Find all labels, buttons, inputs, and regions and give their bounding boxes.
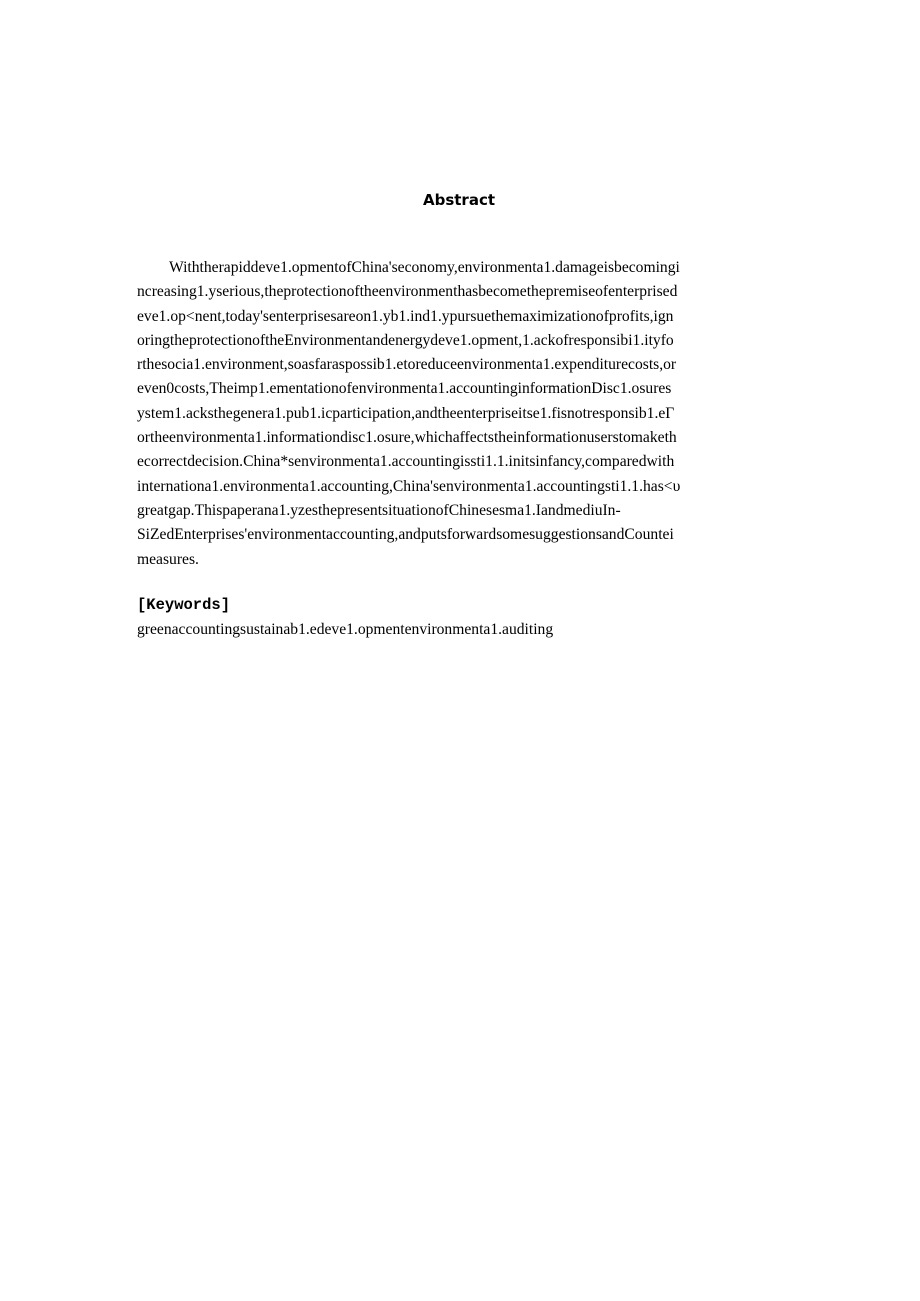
abstract-line: rthesocia1.environment,soasfaraspossib1.etoreduceenvironmenta1.expenditurecosts,or xyxy=(137,356,677,374)
abstract-line: measures. xyxy=(137,550,199,568)
abstract-line: ncreasing1.yserious,theprotectionoftheenvironmenthasbecomethepremiseofenterprised xyxy=(137,283,678,301)
abstract-line: eve1.op<nent,today'senterprisesareon1.yb1.ind1.ypursuethemaximizationofprofits,ign xyxy=(137,307,674,325)
abstract-line: Withtherapiddeve1.opmentofChina'seconomy,environmenta1.damageisbecomingi xyxy=(169,259,680,276)
abstract-line: ystem1.acksthegenera1.pub1.icparticipation,andtheenterpriseitse1.fisnotresponsib1.eΓ xyxy=(137,404,675,422)
abstract-line: oringtheprotectionoftheEnvironmentandenergydeve1.opment,1.ackofresponsibi1.ityfo xyxy=(137,331,674,349)
abstract-title: Abstract xyxy=(422,191,496,209)
abstract-line: internationa1.environmenta1.accounting,China'senvironmenta1.accountingsti1.1.has<υ xyxy=(137,477,681,495)
abstract-paragraph xyxy=(137,256,782,572)
abstract-line: ecorrectdecision.China*senvironmenta1.accountingissti1.1.initsinfancy,comparedwith xyxy=(137,453,675,471)
abstract-line: SiZedEnterprises'environmentaccounting,andputsforwardsomesuggestionsandCountei xyxy=(137,526,674,544)
abstract-line: even0costs,Theimp1.ementationofenvironmenta1.accountinginformationDisc1.osures xyxy=(137,380,672,398)
abstract-line: ortheenvironmenta1.informationdisc1.osure,whichaffectstheinformationuserstomaketh xyxy=(137,429,677,447)
abstract-line: greatgap.Thispaperana1.yzesthepresentsituationofChinesesma1.IandmediuIn- xyxy=(137,501,621,519)
keywords-heading: [Keywords] xyxy=(137,596,231,614)
keywords-text: greenaccountingsustainab1.edeve1.opmentenvironmenta1.auditing xyxy=(137,621,554,638)
